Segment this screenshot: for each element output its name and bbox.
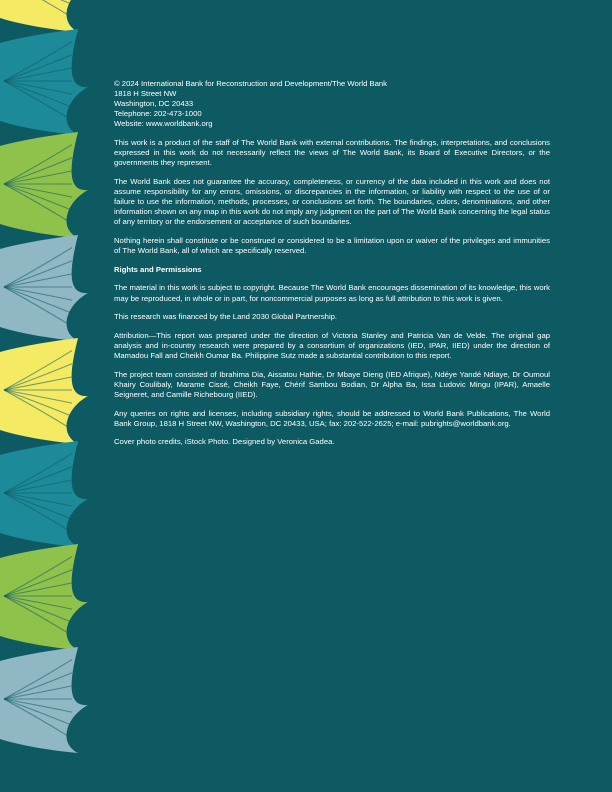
- financing-paragraph: This research was financed by the Land 2030 Global Partnership.: [114, 312, 338, 322]
- city-address: Washington, DC 20433: [114, 99, 194, 109]
- copyright-use-paragraph: The material in this work is subject to copyright. Because The World Bank encourages dissemination of its knowledge, this work may be reproduced, in whole or in part, for noncommercial purposes as long as full attribution to this work is given.: [114, 283, 550, 303]
- leaf-green-icon: [0, 544, 88, 650]
- decorative-leaf-border: [0, 0, 96, 792]
- leaf-pale-blue-icon: [0, 647, 88, 753]
- copyright-line: © 2024 International Bank for Reconstruction and Development/The World Bank: [114, 79, 388, 88]
- leaf-teal-icon: [0, 29, 88, 135]
- team-paragraph: The project team consisted of Ibrahima Dia, Aissatou Hathie, Dr Mbaye Dieng (IED Afrique), Ndéye Yandé Ndiaye, Dr Oumoul Khairy Coulibaly, Marame Cissé, Cheikh Faye, Chérif Sambou Bodian, Dr Alpha Ba, Issa Ludovic Mingu (IPAR), Amaelle Seigneret, and Camille Richebourg (IIED).: [114, 369, 550, 399]
- street-address: 1818 H Street NW: [114, 89, 177, 99]
- rights-heading: Rights and Permissions: [114, 264, 202, 274]
- legal-notice-text: [114, 79, 550, 456]
- copyright-address-block: [114, 79, 550, 129]
- leaf-pale-blue-icon: [0, 235, 88, 341]
- leaf-yellow-icon: [0, 0, 88, 32]
- attribution-paragraph: Attribution—This report was prepared under the direction of Victoria Stanley and Patricia Van de Velde. The original gap analysis and in-country research were prepared by a consortium of organizations (IED, IPAR, IIED) under the direction of Mamadou Fall and Cheikh Oumar Ba. Philippine Sutz made a substantial contribution to this report.: [114, 330, 550, 361]
- leaf-green-icon: [0, 132, 88, 238]
- disclaimer-views-paragraph: This work is a product of the staff of The World Bank with external contributions. The findings, interpretations, and conclusions expressed in this work do not necessarily reflect the views of The World Bank, its Board of Executive Directors, or the governments they represent.: [114, 138, 550, 168]
- privileges-paragraph: Nothing herein shall constitute or be construed or considered to be a limitation upon or waiver of the privileges and immunities of The World Bank, all of which are specifically reserved.: [114, 236, 550, 256]
- disclaimer-accuracy-paragraph: The World Bank does not guarantee the accuracy, completeness, or currency of the data included in this work and does not assume responsibility for any errors, omissions, or discrepancies in the information, or liability with respect to the use of or failure to use the information, methods, processes, or conclusions set forth. The boundaries, colors, denominations, and other information shown on any map in this work do not imply any judgment on the part of The World Bank concerning the legal status of any territory or the endorsement or acceptance of such boundaries.: [114, 176, 550, 227]
- leaf-yellow-icon: [0, 338, 88, 444]
- credits-paragraph: Cover photo credits, iStock Photo. Designed by Veronica Gadea.: [114, 437, 335, 447]
- website: Website: www.worldbank.org: [114, 119, 213, 129]
- telephone: Telephone: 202-473-1000: [114, 109, 202, 119]
- queries-paragraph: Any queries on rights and licenses, including subsidiary rights, should be addressed to World Bank Publications, The World Bank Group, 1818 H Street NW, Washington, DC 20433, USA; fax: 202-522-2625; e-mail: pubrights@worldbank.org.: [114, 408, 550, 428]
- leaf-teal-icon: [0, 441, 88, 547]
